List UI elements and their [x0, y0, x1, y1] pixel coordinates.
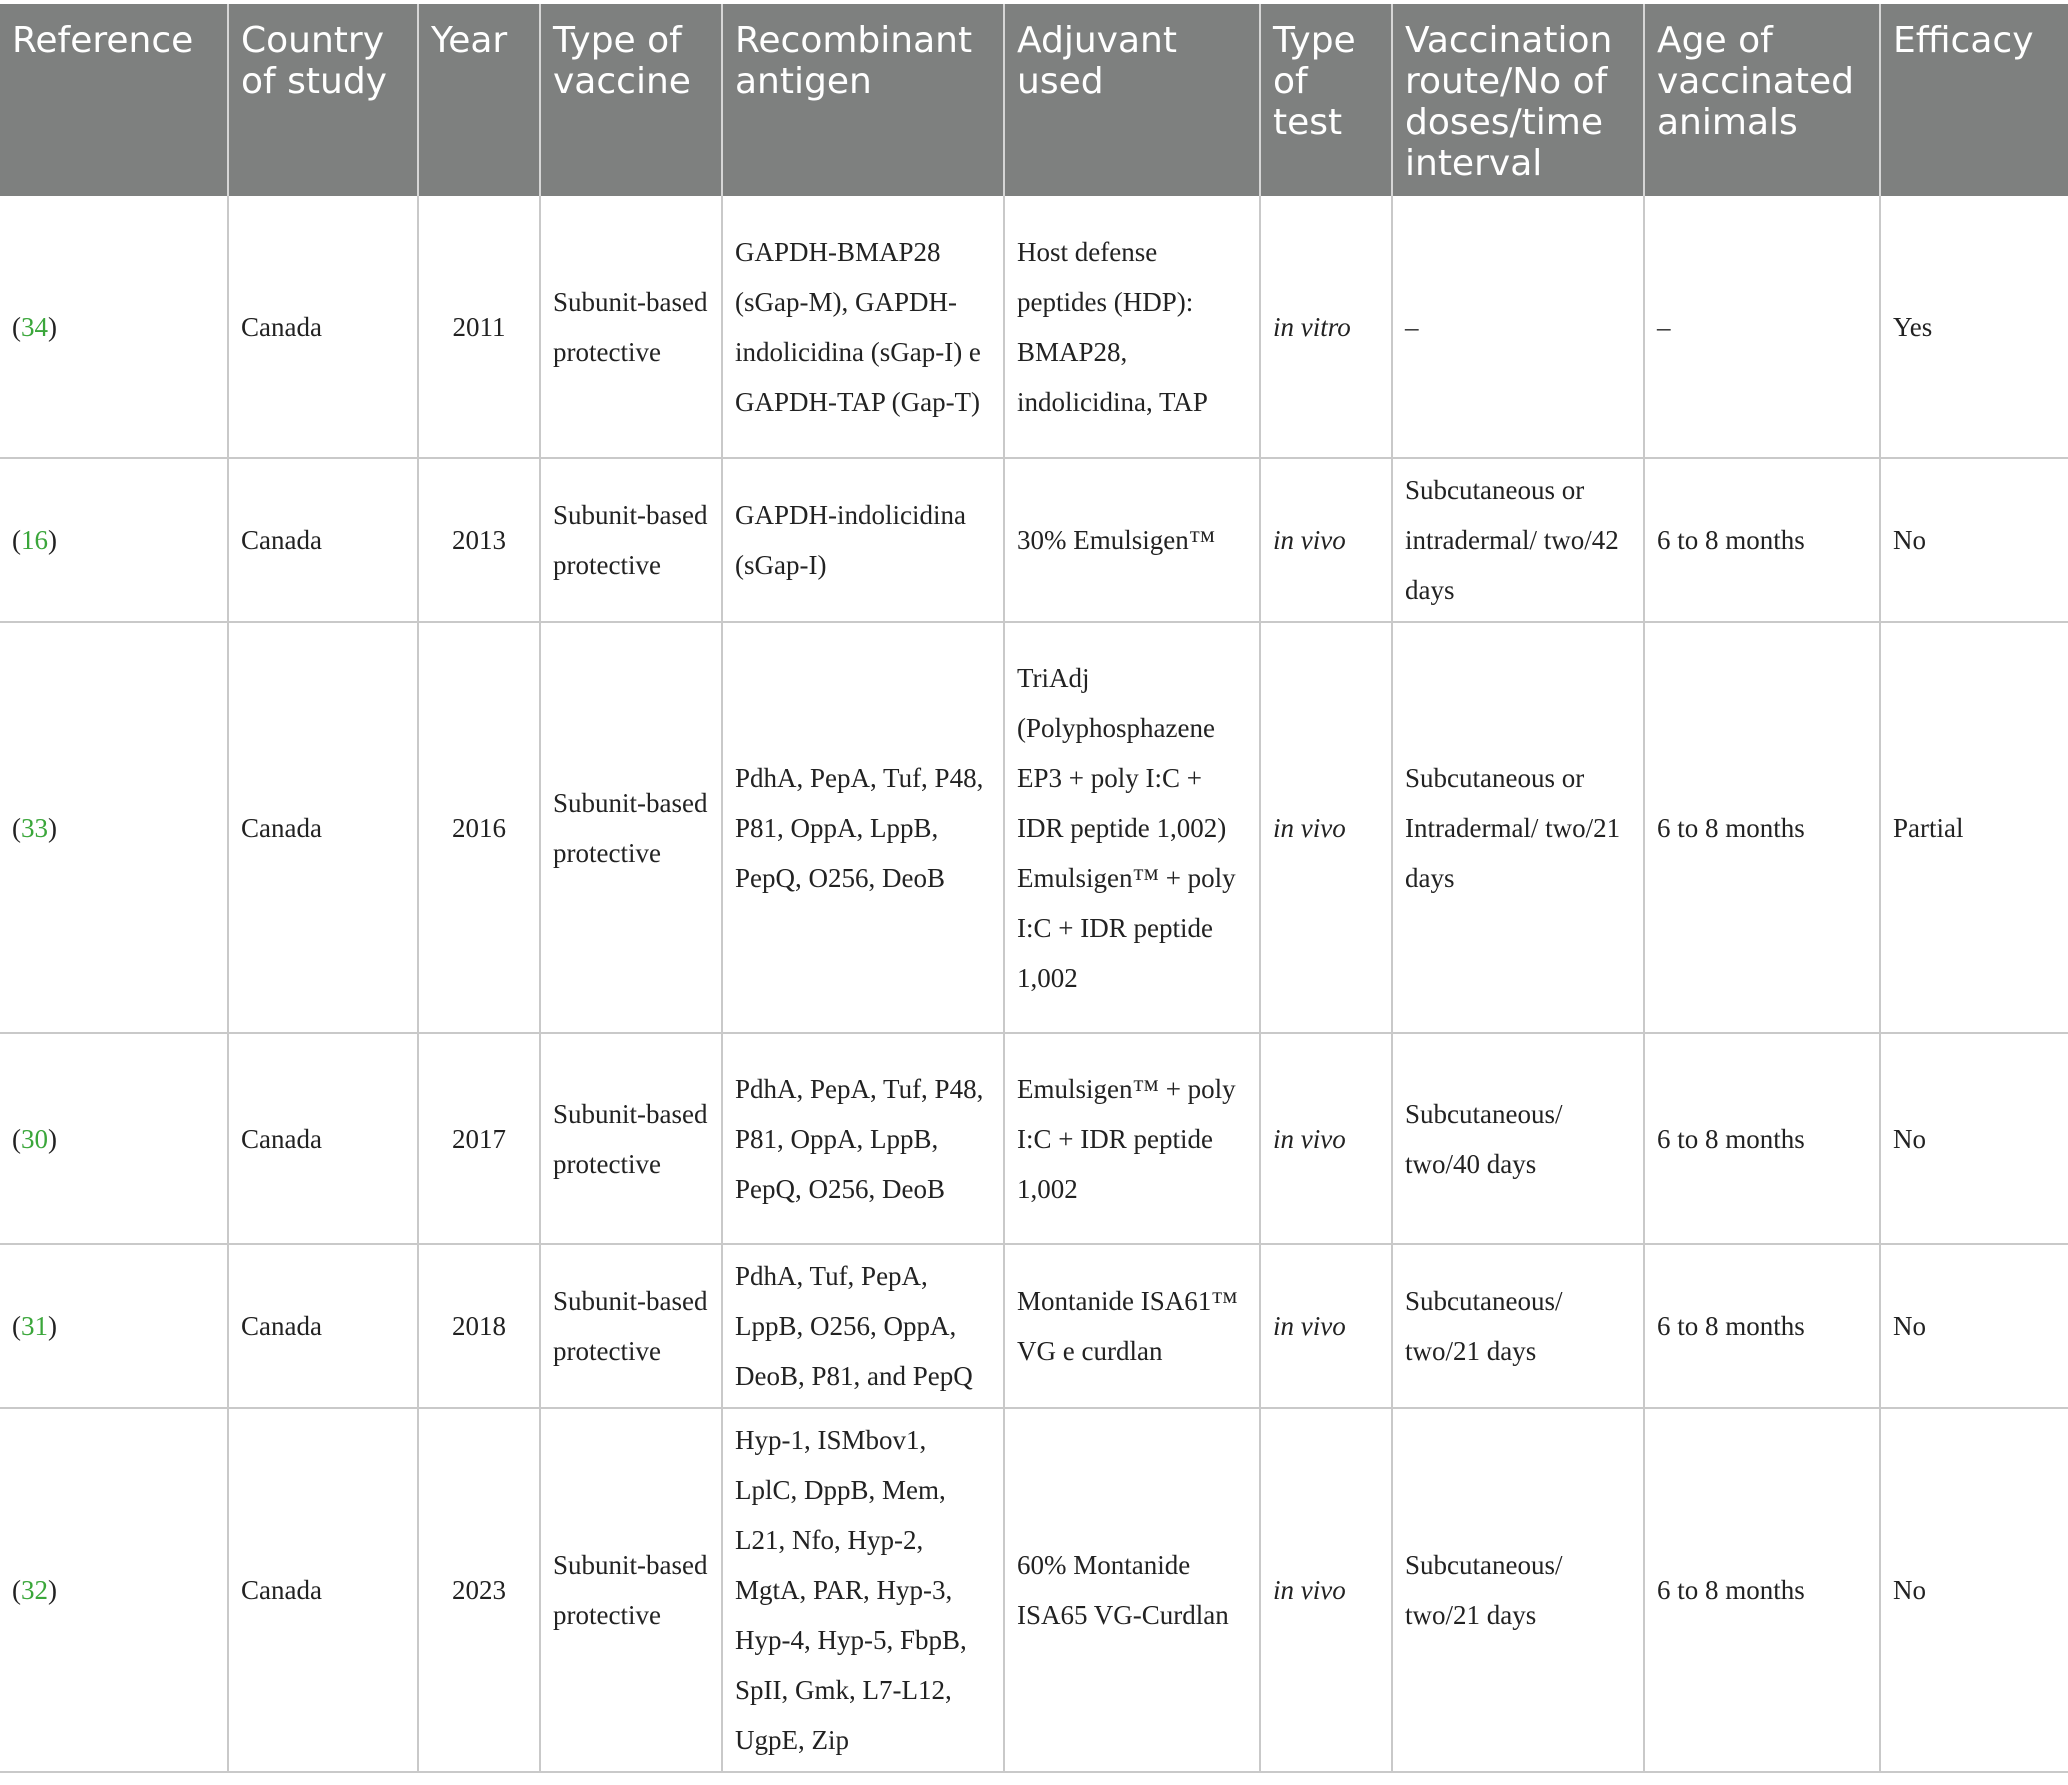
table-row	[0, 1244, 2068, 1408]
country-cell: Canada	[228, 1033, 418, 1244]
test-type-cell: in vitro	[1260, 196, 1392, 458]
country-cell: Canada	[228, 196, 418, 458]
route-cell: Subcutaneous/ two/40 days	[1392, 1033, 1644, 1244]
antigen-cell: GAPDH-indolicidina (sGap-I)	[722, 458, 1004, 622]
adjuvant-cell: 60% Montanide ISA65 VG-Curdlan	[1004, 1408, 1260, 1772]
header-type-of-test: Type of test	[1260, 4, 1392, 196]
efficacy-cell: Yes	[1880, 196, 2068, 458]
test-type-cell: in vivo	[1260, 1244, 1392, 1408]
table-row	[0, 1033, 2068, 1244]
antigen-cell: GAPDH-BMAP28 (sGap-M), GAPDH-indolicidina (sGap-I) e GAPDH-TAP (Gap-T)	[722, 196, 1004, 458]
age-cell: 6 to 8 months	[1644, 1408, 1880, 1772]
route-cell: Subcutaneous/ two/21 days	[1392, 1244, 1644, 1408]
vaccine-type-cell: Subunit-based protective	[540, 1033, 722, 1244]
reference-open-paren: (	[12, 1575, 21, 1605]
vaccine-type-cell: Subunit-based protective	[540, 622, 722, 1033]
country-cell: Canada	[228, 1408, 418, 1772]
antigen-cell: PdhA, PepA, Tuf, P48, P81, OppA, LppB, PepQ, O256, DeoB	[722, 622, 1004, 1033]
age-cell: –	[1644, 196, 1880, 458]
test-type-cell: in vivo	[1260, 1033, 1392, 1244]
header-vaccination-route: Vaccination route/No of doses/time interval	[1392, 4, 1644, 196]
header-age: Age of vaccinated animals	[1644, 4, 1880, 196]
reference-close-paren: )	[48, 525, 57, 555]
reference-cell	[0, 196, 228, 458]
reference-link[interactable]: 32	[21, 1575, 48, 1605]
year-cell: 2013	[418, 458, 540, 622]
adjuvant-cell: TriAdj (Polyphosphazene EP3 + poly I:C + IDR peptide 1,002) Emulsigen™ + poly I:C + IDR peptide 1,002	[1004, 622, 1260, 1033]
reference-link[interactable]: 34	[21, 311, 48, 342]
year-cell: 2017	[418, 1033, 540, 1244]
table-row	[0, 1408, 2068, 1772]
reference-close-paren: )	[48, 1575, 57, 1605]
reference-open-paren: (	[12, 311, 21, 342]
header-reference: Reference	[0, 4, 228, 196]
age-cell: 6 to 8 months	[1644, 1244, 1880, 1408]
test-type-cell: in vivo	[1260, 1408, 1392, 1772]
efficacy-cell: Partial	[1880, 622, 2068, 1033]
year-cell: 2023	[418, 1408, 540, 1772]
adjuvant-cell: Host defense peptides (HDP): BMAP28, indolicidina, TAP	[1004, 196, 1260, 458]
header-type-of-vaccine: Type of vaccine	[540, 4, 722, 196]
efficacy-cell: No	[1880, 458, 2068, 622]
reference-link[interactable]: 16	[21, 525, 48, 555]
reference-cell	[0, 622, 228, 1033]
reference-cell	[0, 1244, 228, 1408]
country-cell: Canada	[228, 458, 418, 622]
reference-open-paren: (	[12, 525, 21, 555]
country-cell: Canada	[228, 622, 418, 1033]
adjuvant-cell: Montanide ISA61™ VG e curdlan	[1004, 1244, 1260, 1408]
header-year: Year	[418, 4, 540, 196]
reference-close-paren: )	[48, 1123, 57, 1154]
reference-cell	[0, 458, 228, 622]
header-country: Country of study	[228, 4, 418, 196]
table-row	[0, 458, 2068, 622]
reference-link[interactable]: 31	[21, 1311, 48, 1341]
adjuvant-cell: Emulsigen™ + poly I:C + IDR peptide 1,002	[1004, 1033, 1260, 1244]
reference-cell	[0, 1033, 228, 1244]
efficacy-cell: No	[1880, 1408, 2068, 1772]
reference-open-paren: (	[12, 1311, 21, 1341]
reference-cell	[0, 1408, 228, 1772]
table-row	[0, 196, 2068, 458]
reference-open-paren: (	[12, 812, 21, 843]
table-row	[0, 622, 2068, 1033]
vaccine-studies-table	[0, 4, 2068, 1773]
vaccine-type-cell: Subunit-based protective	[540, 1244, 722, 1408]
header-recombinant-antigen: Recombinant antigen	[722, 4, 1004, 196]
route-cell: Subcutaneous/ two/21 days	[1392, 1408, 1644, 1772]
vaccine-type-cell: Subunit-based protective	[540, 458, 722, 622]
vaccine-type-cell: Subunit-based protective	[540, 196, 722, 458]
vaccine-type-cell: Subunit-based protective	[540, 1408, 722, 1772]
age-cell: 6 to 8 months	[1644, 458, 1880, 622]
header-adjuvant: Adjuvant used	[1004, 4, 1260, 196]
reference-link[interactable]: 30	[21, 1123, 48, 1154]
header-efficacy: Efficacy	[1880, 4, 2068, 196]
antigen-cell: Hyp-1, ISMbov1, LplC, DppB, Mem, L21, Nfo, Hyp-2, MgtA, PAR, Hyp-3, Hyp-4, Hyp-5, FbpB, SpII, Gmk, L7-L12, UgpE, Zip	[722, 1408, 1004, 1772]
test-type-cell: in vivo	[1260, 458, 1392, 622]
year-cell: 2016	[418, 622, 540, 1033]
reference-close-paren: )	[48, 1311, 57, 1341]
efficacy-cell: No	[1880, 1244, 2068, 1408]
age-cell: 6 to 8 months	[1644, 1033, 1880, 1244]
route-cell: –	[1392, 196, 1644, 458]
header-row	[0, 4, 2068, 196]
year-cell: 2011	[418, 196, 540, 458]
adjuvant-cell: 30% Emulsigen™	[1004, 458, 1260, 622]
reference-open-paren: (	[12, 1123, 21, 1154]
age-cell: 6 to 8 months	[1644, 622, 1880, 1033]
reference-close-paren: )	[48, 311, 57, 342]
country-cell: Canada	[228, 1244, 418, 1408]
route-cell: Subcutaneous or intradermal/ two/42 days	[1392, 458, 1644, 622]
test-type-cell: in vivo	[1260, 622, 1392, 1033]
reference-close-paren: )	[48, 812, 57, 843]
year-cell: 2018	[418, 1244, 540, 1408]
antigen-cell: PdhA, Tuf, PepA, LppB, O256, OppA, DeoB, P81, and PepQ	[722, 1244, 1004, 1408]
reference-link[interactable]: 33	[21, 812, 48, 843]
efficacy-cell: No	[1880, 1033, 2068, 1244]
route-cell: Subcutaneous or Intradermal/ two/21 days	[1392, 622, 1644, 1033]
antigen-cell: PdhA, PepA, Tuf, P48, P81, OppA, LppB, PepQ, O256, DeoB	[722, 1033, 1004, 1244]
